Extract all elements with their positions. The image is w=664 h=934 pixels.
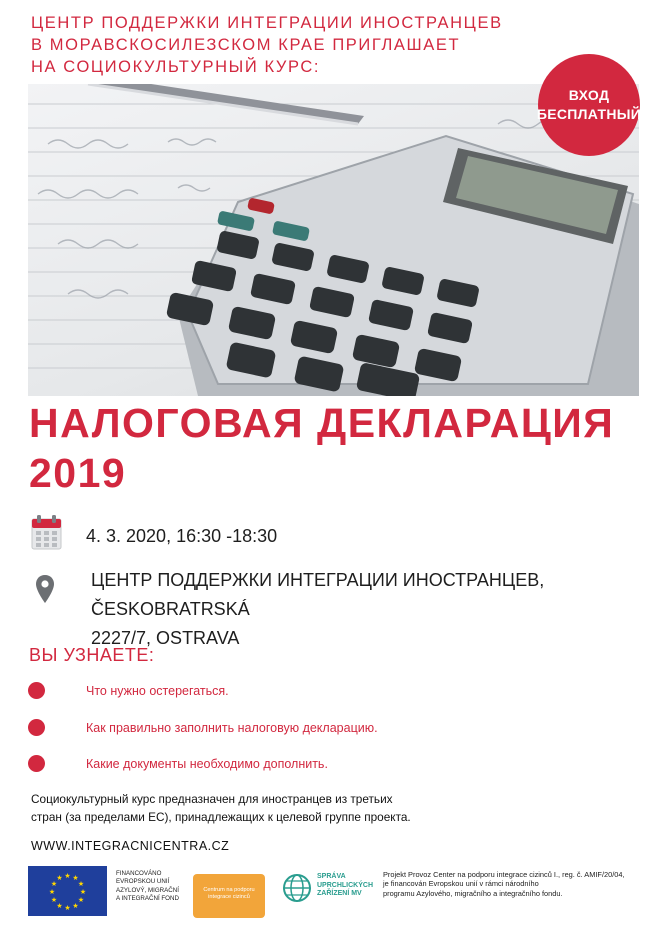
- suz-text-line: ZAŘÍZENÍ MV: [317, 890, 362, 898]
- project-text-line: programu Azylového, migračního a integračního fondu.: [383, 888, 563, 898]
- location-line-1: ЦЕНТР ПОДДЕРЖКИ ИНТЕГРАЦИИ ИНОСТРАНЦЕВ, ČESKOBRATRSKÁ: [91, 570, 545, 619]
- svg-text:★: ★: [56, 902, 63, 910]
- title-line-1: НАЛОГОВАЯ ДЕКЛАРАЦИЯ: [29, 400, 615, 446]
- event-location: [91, 566, 664, 653]
- eu-text-line: AZYLOVÝ, MIGRAČNÍ: [116, 886, 179, 894]
- list-item: [28, 719, 378, 736]
- website-link[interactable]: WWW.INTEGRACNICENTRA.CZ: [31, 839, 230, 853]
- eu-flag-logo: [28, 866, 107, 916]
- badge-line-2: БЕСПЛАТНЫЙ: [536, 106, 642, 122]
- svg-text:★: ★: [64, 872, 71, 880]
- footer-logos: [28, 866, 658, 926]
- eu-text-line: A INTEGRAČNÍ FOND: [116, 895, 179, 903]
- svg-text:★: ★: [79, 888, 87, 896]
- globe-icon: [282, 873, 312, 903]
- svg-text:★: ★: [77, 896, 85, 904]
- center-logo-line: Centrum na podporu: [203, 887, 255, 893]
- calendar-icon: [31, 514, 62, 555]
- svg-text:★: ★: [64, 904, 71, 912]
- svg-text:★: ★: [50, 896, 58, 904]
- list-item-text: Как правильно заполнить налоговую декларацию.: [86, 720, 378, 735]
- page-title: [29, 398, 649, 498]
- free-entry-badge: [538, 54, 640, 156]
- description-line-1: Социокультурный курс предназначен для иностранцев из третьих: [31, 792, 393, 806]
- red-dot-icon: [28, 719, 45, 736]
- project-text-line: je financován Evropskou unií v rámci národního: [383, 879, 539, 889]
- red-dot-icon: [28, 682, 45, 699]
- svg-text:★: ★: [72, 902, 79, 910]
- learn-heading: ВЫ УЗНАЕТЕ:: [29, 645, 155, 665]
- location-line-2: 2227/7, OSTRAVA: [91, 628, 240, 648]
- map-pin-icon: [35, 574, 55, 609]
- title-line-2: 2019: [29, 450, 127, 496]
- header-line-2: В МОРАВСКОСИЛЕЗСКОМ КРАЕ ПРИГЛАШАЕТ: [31, 36, 461, 54]
- svg-text:★: ★: [50, 880, 58, 888]
- center-logo-line: integrace cizinců: [208, 893, 250, 900]
- list-item-text: Какие документы необходимо дополнить.: [86, 756, 328, 771]
- suz-logo-text: [317, 873, 377, 899]
- header-invitation: [31, 12, 503, 78]
- list-item: [28, 755, 328, 772]
- event-date-row: [31, 514, 277, 555]
- course-description: [31, 790, 411, 826]
- svg-text:★: ★: [56, 874, 63, 882]
- project-funding-text: [383, 870, 664, 898]
- project-text-line: Projekt Provoz Center na podporu integrace cizinců I., reg. č. AMIF/20/04,: [383, 870, 625, 879]
- svg-text:★: ★: [72, 874, 79, 882]
- event-location-row: [35, 566, 664, 653]
- eu-funding-text: [116, 870, 196, 904]
- list-item: [28, 682, 229, 699]
- svg-text:★: ★: [48, 888, 56, 896]
- event-datetime: 4. 3. 2020, 16:30 -18:30: [86, 526, 278, 546]
- eu-text-line: FINANCOVÁNO: [116, 870, 162, 877]
- header-line-3: НА СОЦИОКУЛЬТУРНЫЙ КУРС:: [31, 58, 321, 76]
- description-line-2: стран (за пределами ЕС), принадлежащих к целевой группе проекта.: [31, 810, 411, 824]
- list-item-text: Что нужно остерегаться.: [86, 683, 229, 698]
- badge-line-1: ВХОД: [568, 87, 610, 103]
- header-line-1: ЦЕНТР ПОДДЕРЖКИ ИНТЕГРАЦИИ ИНОСТРАНЦЕВ: [31, 14, 503, 32]
- red-dot-icon: [28, 755, 45, 772]
- eu-text-line: EVROPSKOU UNIÍ: [116, 878, 170, 886]
- integration-center-logo: [193, 874, 265, 918]
- suz-text-line: SPRÁVA: [317, 873, 346, 880]
- suz-text-line: UPRCHLICKÝCH: [317, 881, 373, 889]
- svg-text:★: ★: [77, 880, 85, 888]
